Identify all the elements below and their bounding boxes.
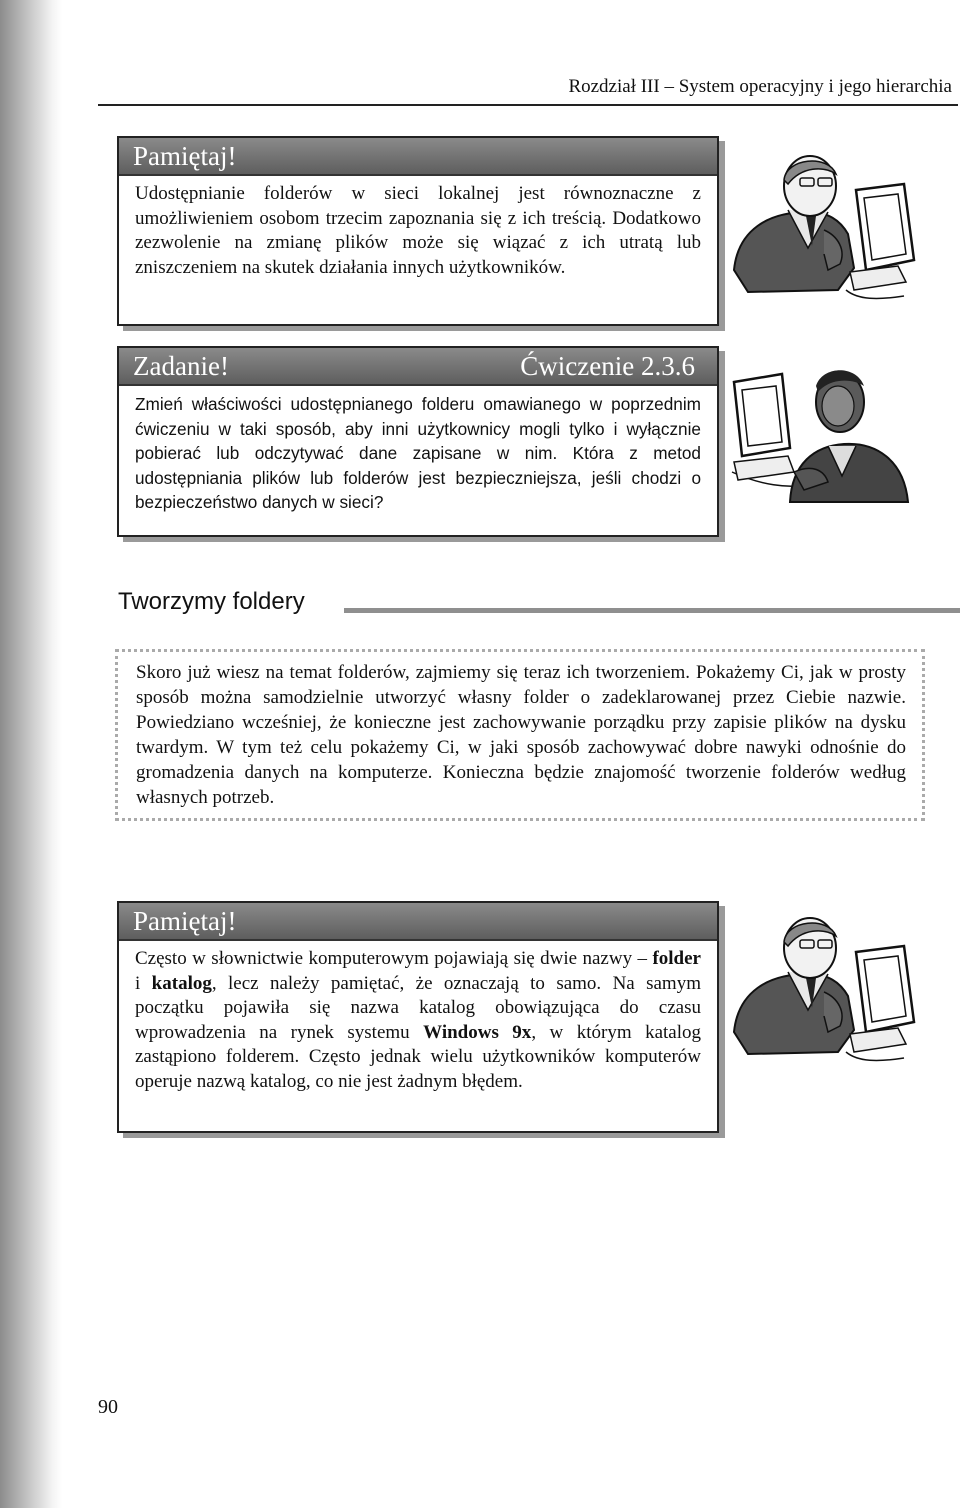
callout-header <box>119 348 717 386</box>
page-number: 90 <box>98 1396 118 1418</box>
term-katalog: katalog <box>151 972 212 994</box>
text-fragment: Często w słownictwie komputerowym pojawiają się dwie nazwy – <box>135 948 648 969</box>
text-fragment: i <box>135 972 141 994</box>
text-fragment: , lecz należy pamiętać, że oznaczają to samo. Na samym początku pojawiła się nazwa katalog obowiązująca do czasu wprowadzenia na rynek systemu <box>135 972 701 1043</box>
callout-header <box>119 138 717 176</box>
callout-body <box>119 386 717 525</box>
section-rule <box>344 608 960 613</box>
woman-at-computer-icon <box>728 352 938 522</box>
section-text-box <box>115 649 925 821</box>
callout-title: Zadanie! <box>133 351 229 381</box>
page-edge-shading <box>0 0 62 1508</box>
exercise-number: Ćwiczenie 2.3.6 <box>520 351 695 381</box>
running-header-text: Rozdział III – System operacyjny i jego hierarchia <box>568 76 952 97</box>
callout-title: Pamiętaj! <box>133 906 237 936</box>
section-heading <box>118 586 948 622</box>
section-text: Skoro już wiesz na temat folderów, zajmiemy się teraz ich tworzeniem. Pokażemy Ci, jak w prosty sposób można samodzielnie utworzyć własny folder o zadeklarowanej przez Ciebie nazwie. Powiedziano wcześniej, że konieczne jest zachowywanie porządku przy zapisie plików na dysku twardym. W tym też celu pokażemy Ci, w jaki sposób zachowywać dobre nawyki odnośnie do gromadzenia danych na komputerze. Konieczna będzie znajomość tworzenie folderów według własnych potrzeb. <box>136 662 906 808</box>
callout-text <box>135 947 701 1095</box>
task-callout <box>117 346 719 537</box>
section-title: Tworzymy foldery <box>118 588 305 615</box>
text-fragment: , w którym katalog zastąpiono folderem. Często jednak wielu użytkowników komputerów operuje nazwą katalog, co nie jest żadnym błędem. <box>135 1021 702 1092</box>
callout-header <box>119 903 717 941</box>
man-at-computer-icon <box>728 150 928 310</box>
remember-callout-1 <box>117 136 719 326</box>
term-folder: folder <box>652 948 701 969</box>
remember-callout-2 <box>117 901 719 1133</box>
callout-body <box>119 176 717 290</box>
callout-text: Zmień właściwości udostępnianego folderu omawianego w poprzednim ćwiczeniu w taki sposób, aby inni użytkownicy mogli tylko i wyłącznie pobierać lub odczytywać dane zapisane w nim. Która z metod udostępniania plików lub folderów jest bezpieczniejsza, jeśli chodzi o bezpieczeństwo danych w sieci? <box>135 394 701 513</box>
callout-text: Udostępnianie folderów w sieci lokalnej jest równoznaczne z umożliwieniem osobom trzecim zapoznania się z ich treścią. Dodatkowo zezwolenie na zmianę plików może się wiązać z ich utratą lub zniszczeniem na skutek działania innych użytkowników. <box>135 183 701 278</box>
callout-body <box>119 941 717 1105</box>
callout-title: Pamiętaj! <box>133 141 237 171</box>
term-windows: Windows 9x <box>423 1021 532 1043</box>
running-header <box>98 72 958 106</box>
man-at-computer-icon <box>728 912 928 1072</box>
